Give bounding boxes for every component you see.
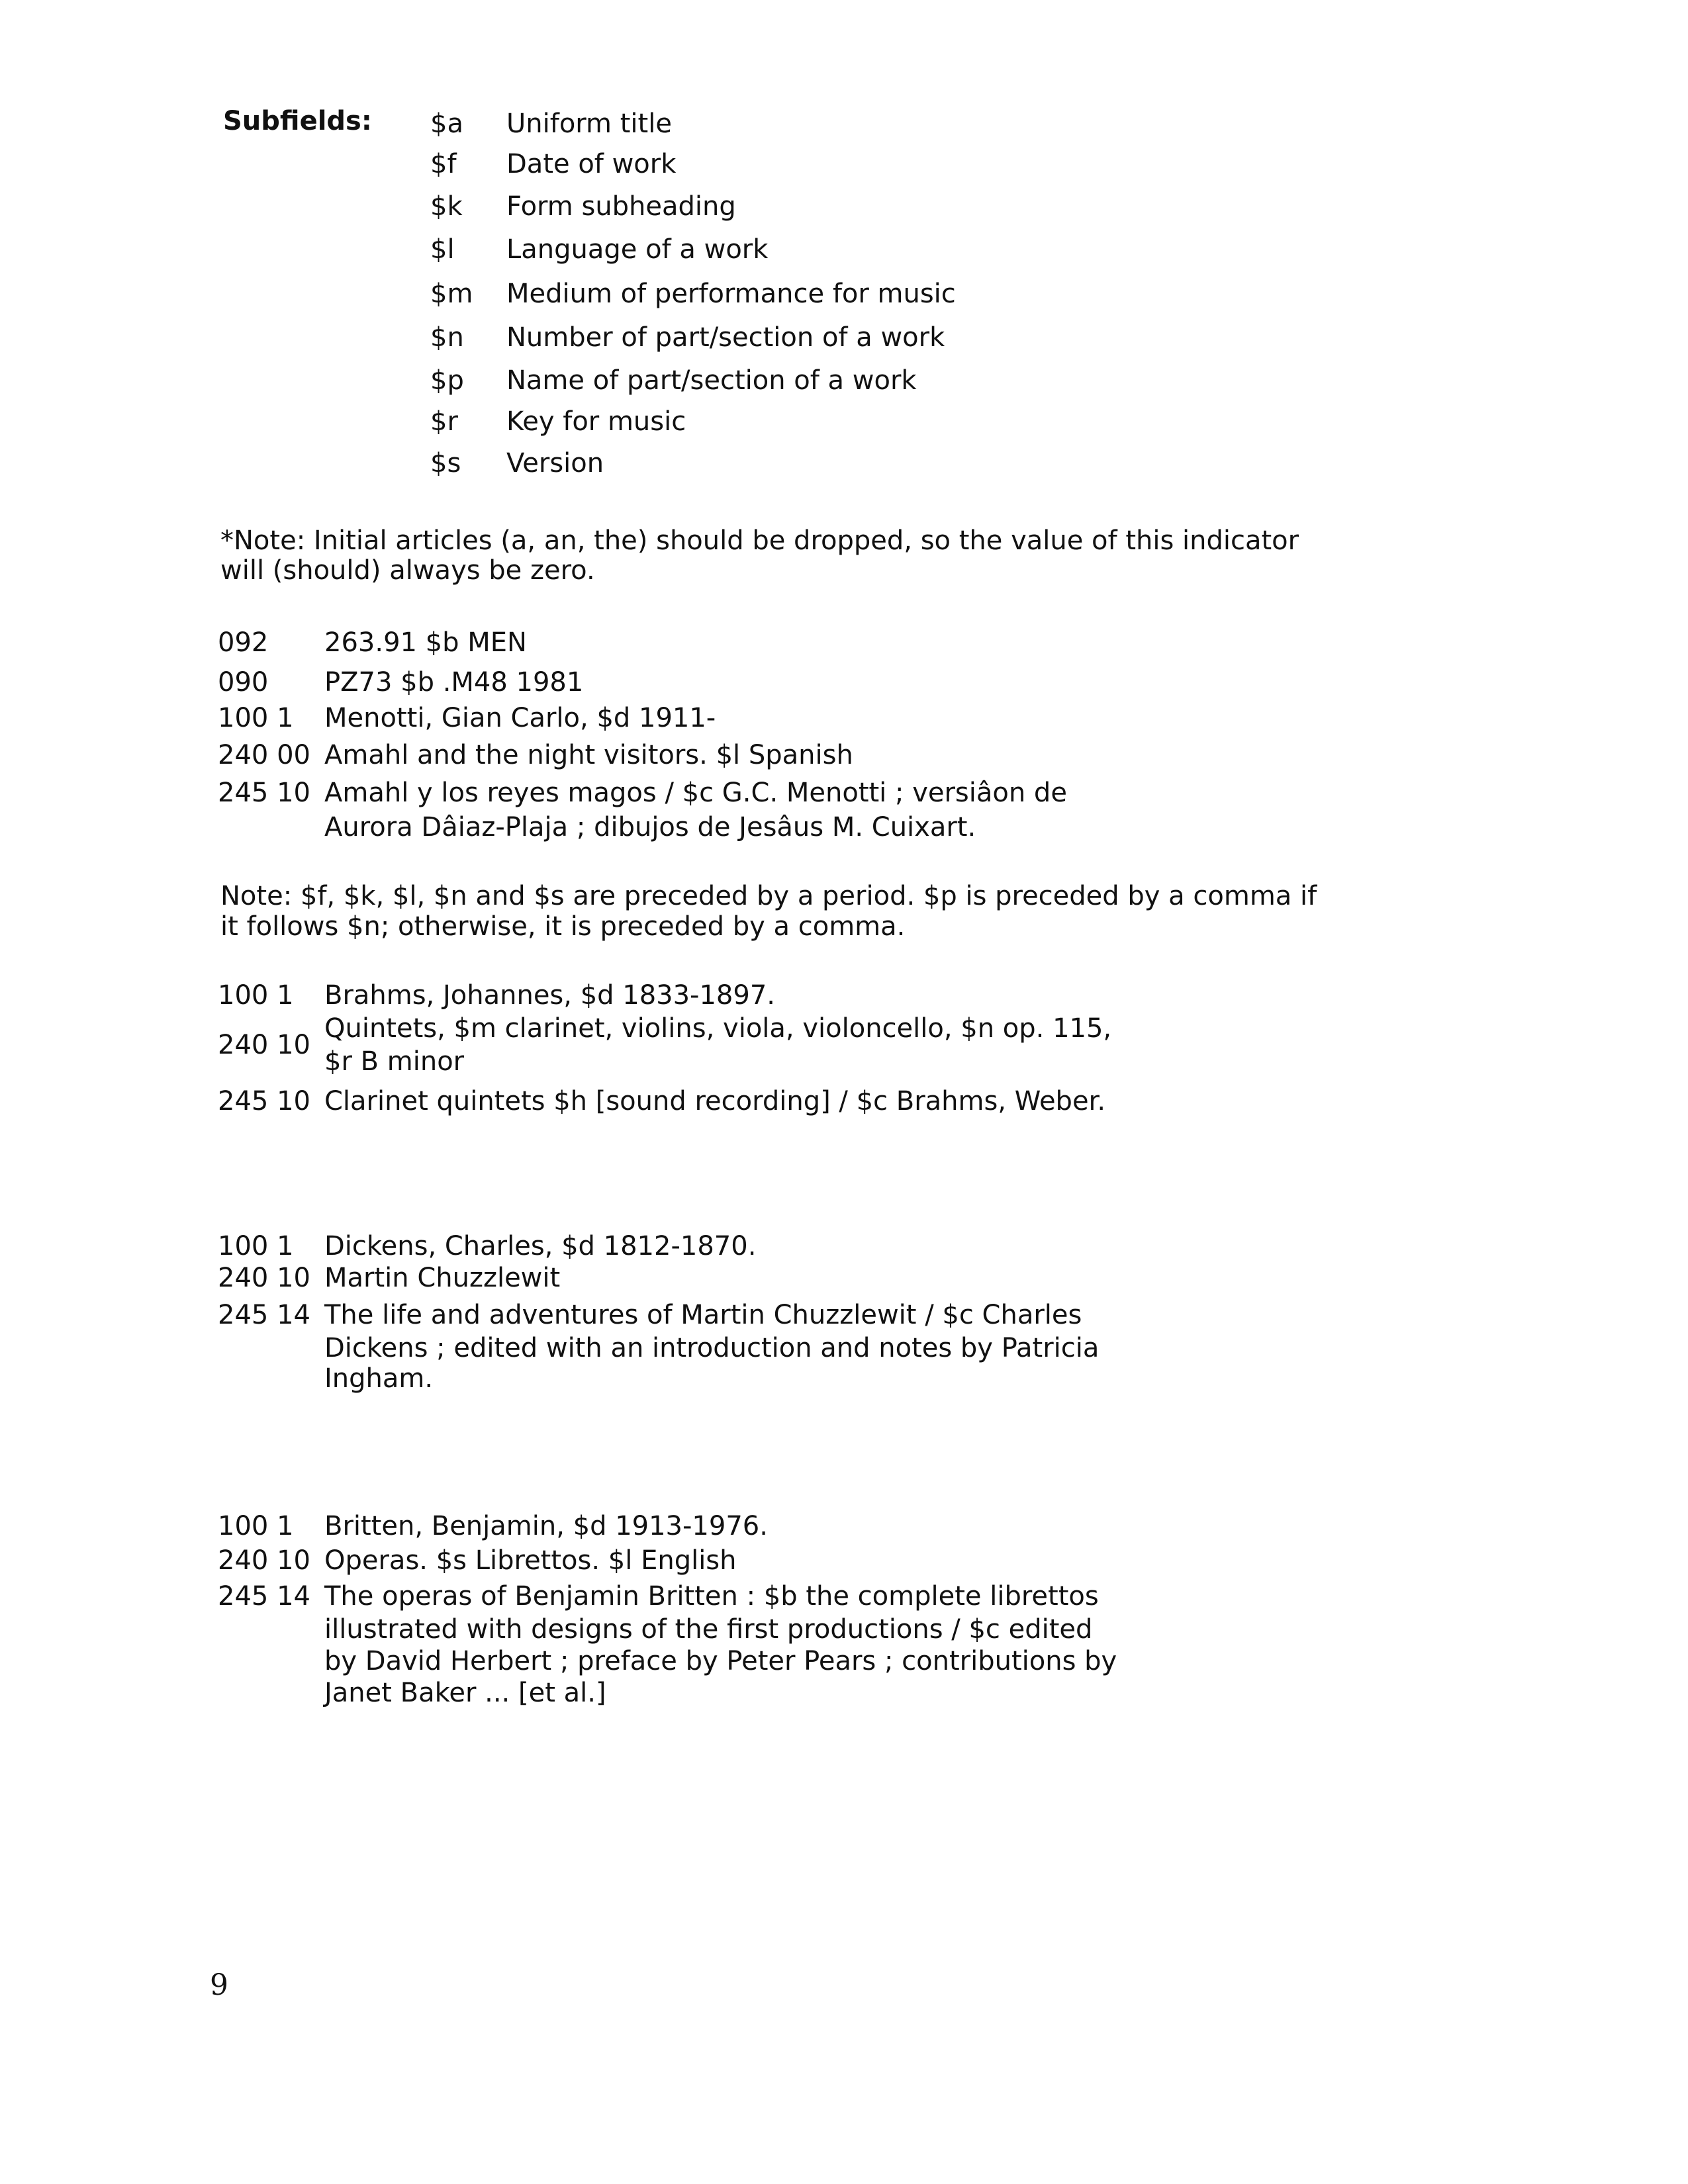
marc-field-value: The operas of Benjamin Britten : $b the complete librettos: [324, 1581, 1099, 1612]
marc-tag: 100 1: [218, 1231, 294, 1261]
marc-field-value: Quintets, $m clarinet, violins, viola, violoncello, $n op. 115,: [324, 1013, 1112, 1044]
marc-tag: 240 10: [218, 1545, 310, 1576]
subfield-code: $p: [430, 365, 464, 396]
marc-field-value: by David Herbert ; preface by Peter Pears ; contributions by: [324, 1646, 1117, 1676]
marc-tag: 100 1: [218, 703, 294, 733]
subfield-code: $m: [430, 279, 473, 309]
marc-field-value: Aurora Dâiaz-Plaja ; dibujos de Jesâus M. Cuixart.: [324, 812, 976, 842]
note-initial-articles-line-1: *Note: Initial articles (a, an, the) should be dropped, so the value of this indicator: [220, 525, 1299, 556]
page-number: 9: [210, 1968, 228, 2002]
marc-field-value: illustrated with designs of the first productions / $c edited: [324, 1614, 1093, 1645]
note-punctuation-line-1: Note: $f, $k, $l, $n and $s are preceded by a period. $p is preceded by a comma if: [220, 881, 1317, 911]
subfield-description: Version: [506, 448, 604, 478]
marc-field-value: Operas. $s Librettos. $l English: [324, 1545, 737, 1576]
marc-tag: 245 14: [218, 1300, 310, 1330]
marc-field-value: $r B minor: [324, 1046, 465, 1077]
marc-field-value: Amahl and the night visitors. $l Spanish: [324, 740, 853, 770]
marc-tag: 100 1: [218, 1511, 294, 1541]
subfield-code: $s: [430, 448, 461, 478]
note-punctuation-line-2: it follows $n; otherwise, it is preceded by a comma.: [220, 911, 906, 942]
marc-field-value: Amahl y los reyes magos / $c G.C. Menotti ; versiâon de: [324, 778, 1067, 808]
marc-tag: 245 14: [218, 1581, 310, 1612]
subfield-description: Uniform title: [506, 109, 672, 139]
subfield-description: Number of part/section of a work: [506, 322, 945, 353]
subfield-description: Form subheading: [506, 191, 736, 222]
subfield-code: $l: [430, 234, 455, 265]
subfields-heading: Subfields:: [223, 106, 372, 136]
marc-tag: 245 10: [218, 1086, 310, 1116]
marc-tag: 240 10: [218, 1030, 310, 1060]
subfield-description: Medium of performance for music: [506, 279, 956, 309]
marc-field-value: Menotti, Gian Carlo, $d 1911-: [324, 703, 716, 733]
subfield-code: $r: [430, 406, 458, 437]
subfield-code: $a: [430, 109, 463, 139]
subfield-description: Key for music: [506, 406, 686, 437]
marc-field-value: PZ73 $b .M48 1981: [324, 667, 584, 698]
subfield-code: $f: [430, 149, 457, 179]
marc-field-value: Dickens ; edited with an introduction and notes by Patricia: [324, 1333, 1100, 1363]
marc-tag: 240 00: [218, 740, 310, 770]
subfield-description: Date of work: [506, 149, 677, 179]
marc-field-value: Ingham.: [324, 1363, 434, 1394]
marc-field-value: The life and adventures of Martin Chuzzlewit / $c Charles: [324, 1300, 1082, 1330]
marc-tag: 090: [218, 667, 269, 698]
marc-field-value: Martin Chuzzlewit: [324, 1263, 561, 1293]
marc-tag: 240 10: [218, 1263, 310, 1293]
marc-field-value: 263.91 $b MEN: [324, 627, 527, 658]
marc-field-value: Brahms, Johannes, $d 1833-1897.: [324, 980, 775, 1011]
subfield-code: $n: [430, 322, 464, 353]
marc-tag: 100 1: [218, 980, 294, 1011]
marc-field-value: Clarinet quintets $h [sound recording] / $c Brahms, Weber.: [324, 1086, 1106, 1116]
note-initial-articles-line-2: will (should) always be zero.: [220, 555, 595, 586]
marc-field-value: Dickens, Charles, $d 1812-1870.: [324, 1231, 757, 1261]
marc-tag: 092: [218, 627, 269, 658]
subfield-description: Language of a work: [506, 234, 769, 265]
subfield-description: Name of part/section of a work: [506, 365, 917, 396]
subfield-code: $k: [430, 191, 463, 222]
marc-tag: 245 10: [218, 778, 310, 808]
marc-field-value: Janet Baker ... [et al.]: [324, 1678, 606, 1708]
marc-field-value: Britten, Benjamin, $d 1913-1976.: [324, 1511, 768, 1541]
